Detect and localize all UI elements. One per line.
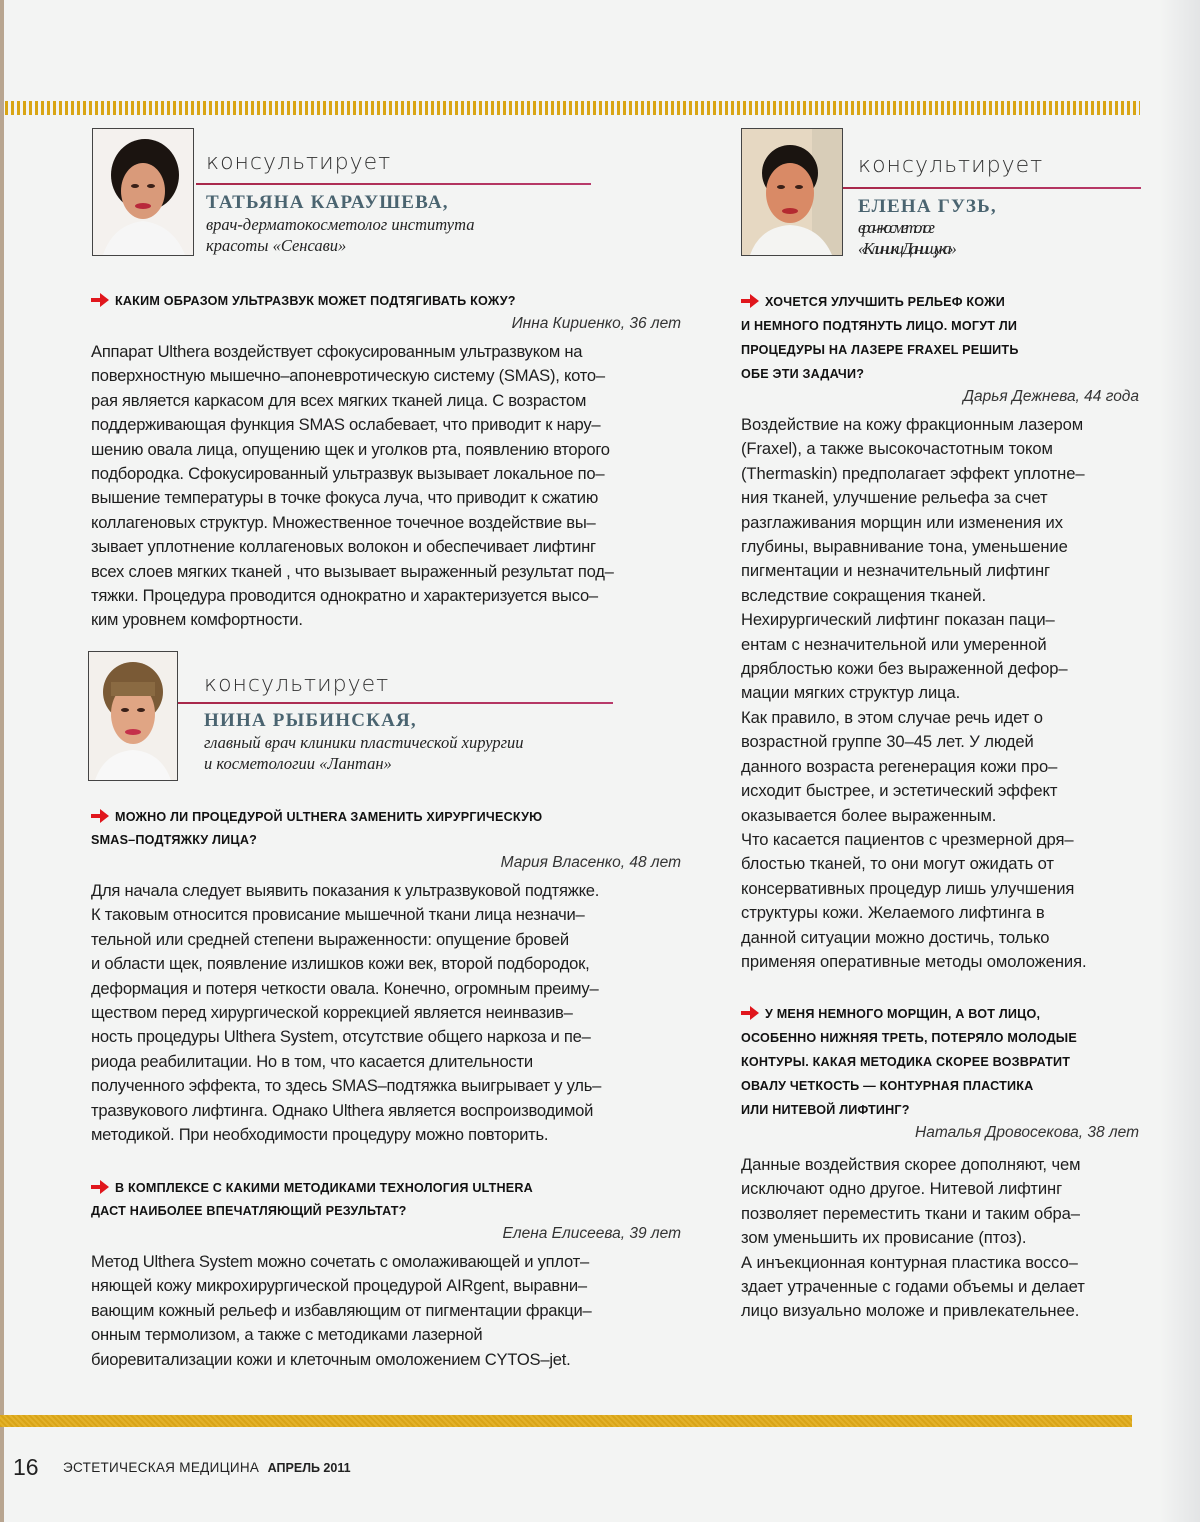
answer-line: исходит быстрее, и эстетический эффект bbox=[741, 781, 1058, 801]
consultant-role bbox=[858, 217, 954, 259]
question-text: ХОЧЕТСЯ УЛУЧШИТЬ РЕЛЬЕФ КОЖИ bbox=[765, 295, 1005, 309]
answer-line: разглаживания морщин или изменения их bbox=[741, 512, 1063, 532]
question-line: ОВАЛУ ЧЕТКОСТЬ — КОНТУРНАЯ ПЛАСТИКА bbox=[741, 1079, 1034, 1093]
answer-text bbox=[91, 1250, 681, 1372]
red-arrow-icon bbox=[91, 809, 109, 823]
asker-name: Наталья Дровосекова, 38 лет bbox=[915, 1124, 1139, 1141]
question-line: И НЕМНОГО ПОДТЯНУТЬ ЛИЦО. МОГУТ ЛИ bbox=[741, 319, 1018, 333]
asker-name: Инна Кириенко, 36 лет bbox=[511, 315, 681, 332]
answer-line: коллагеновых структур. Множественное точечное воздействие вы– bbox=[91, 512, 596, 532]
answer-line: поддерживающая функция SMAS ослабевает, что приводит к нару– bbox=[91, 415, 601, 435]
answer-line: Воздействие на кожу фракционным лазером bbox=[741, 415, 1084, 434]
question bbox=[741, 290, 1139, 386]
answer-line: методикой. При необходимости процедуру можно повторить. bbox=[91, 1125, 549, 1145]
answer-line: блостью тканей, то они могут ожидать от bbox=[741, 854, 1054, 874]
question-line: ОСОБЕННО НИЖНЯЯ ТРЕТЬ, ПОТЕРЯЛО МОЛОДЫЕ bbox=[741, 1031, 1077, 1045]
answer-line: Как правило, в этом случае речь идет о bbox=[741, 707, 1043, 727]
answer-line: исключают одно другое. Нитевой лифтинг bbox=[741, 1179, 1063, 1199]
divider-line bbox=[178, 702, 613, 704]
red-arrow-icon bbox=[741, 294, 759, 308]
asker-name: Елена Елисеева, 39 лет bbox=[502, 1225, 681, 1242]
answer-line: Что касается пациентов с чрезмерной дря– bbox=[741, 829, 1074, 849]
answer-line: вследствие сокращения тканей. bbox=[741, 585, 986, 605]
answer-line: Аппарат Ulthera воздействует сфокусированным ультразвуком на bbox=[91, 342, 583, 361]
role-line: и косметологии «Лантан» bbox=[204, 754, 392, 773]
role-line: «Клиники Данищука» bbox=[858, 239, 954, 258]
answer-line: деформация и потеря четкости овала. Конечно, огромным преиму– bbox=[91, 978, 599, 998]
answer-line: тяжки. Процедура проводится однократно и характеризуется высо– bbox=[91, 586, 598, 606]
answer-line: Данные воздействия скорее дополняют, чем bbox=[741, 1155, 1081, 1174]
answer-line: зывает уплотнение коллагеновых волокон и обеспечивает лифтинг bbox=[91, 537, 596, 557]
consults-label: консультирует bbox=[204, 672, 390, 697]
answer-text bbox=[91, 879, 681, 1147]
answer-line: шению овала лица, опущению щек и уголков рта, появлению второго bbox=[91, 439, 610, 459]
answer-line: биоревитализации кожи и клеточным омоложением CYTOS–jet. bbox=[91, 1349, 571, 1369]
answer-line: пигментации и незначительный лифтинг bbox=[741, 561, 1050, 581]
question bbox=[741, 1002, 1139, 1122]
question-line bbox=[91, 806, 542, 829]
answer-line: А инъекционная контурная пластика воссо– bbox=[741, 1252, 1078, 1272]
answer-line: рая является каркасом для всех мягких тканей лица. С возрастом bbox=[91, 390, 587, 410]
question-text: МОЖНО ЛИ ПРОЦЕДУРОЙ ULTHERA ЗАМЕНИТЬ ХИРУРГИЧЕСКУЮ bbox=[115, 810, 543, 824]
answer-line: позволяет переместить ткани и таким обра– bbox=[741, 1203, 1080, 1223]
red-arrow-icon bbox=[91, 293, 109, 307]
answer-line: Для начала следует выявить показания к ультразвуковой подтяжке. bbox=[91, 881, 600, 900]
answer-line: данного возраста регенерация кожи про– bbox=[741, 756, 1058, 776]
asker-name: Дарья Дежнева, 44 года bbox=[963, 388, 1139, 405]
answer-line: ким уровнем комфортности. bbox=[91, 610, 303, 630]
qa-block-4 bbox=[741, 290, 1139, 974]
qa-block-3 bbox=[91, 1177, 681, 1372]
question bbox=[91, 290, 681, 313]
answer-line: ентам с незначительной или умеренной bbox=[741, 634, 1047, 654]
answer-line: ность процедуры Ulthera System, отсутствие общего наркоза и пе– bbox=[91, 1027, 591, 1047]
consultant-photo bbox=[92, 128, 194, 256]
question-line bbox=[91, 1177, 533, 1200]
question-line bbox=[741, 1002, 1040, 1026]
answer-text bbox=[741, 413, 1139, 974]
answer-text bbox=[91, 340, 681, 633]
consultant-role bbox=[206, 214, 474, 256]
top-decorative-stripe bbox=[5, 101, 1140, 115]
answer-line: (Fraxel), а также высокочастотным током bbox=[741, 439, 1053, 459]
page-edge bbox=[0, 0, 4, 1522]
answer-line: Метод Ulthera System можно сочетать с омолаживающей и уплот– bbox=[91, 1252, 589, 1271]
scan-shadow bbox=[1160, 0, 1200, 1522]
answer-line: зом уменьшить их провисание (птоз). bbox=[741, 1228, 1027, 1248]
page-number: 16 bbox=[13, 1454, 39, 1480]
question-line bbox=[91, 290, 516, 313]
answer-line: мации мягких структур лица. bbox=[741, 683, 961, 703]
question-line bbox=[741, 290, 1005, 314]
answer-line: дряблостью кожи без выраженной дефор– bbox=[741, 659, 1068, 679]
question-line: ДАСТ НАИБОЛЕЕ ВПЕЧАТЛЯЮЩИЙ РЕЗУЛЬТАТ? bbox=[91, 1204, 407, 1218]
question-text: У МЕНЯ НЕМНОГО МОРЩИН, А ВОТ ЛИЦО, bbox=[765, 1007, 1041, 1021]
answer-line: ния тканей, улучшение рельефа за счет bbox=[741, 488, 1048, 508]
answer-line: полученного эффекта, то здесь SMAS–подтяжка выигрывает у уль– bbox=[91, 1076, 602, 1096]
divider-line bbox=[196, 183, 591, 185]
answer-text bbox=[741, 1153, 1139, 1324]
answer-line: ществом перед хирургической коррекцией является неинвазив– bbox=[91, 1003, 573, 1023]
answer-line: Нехирургический лифтинг показан паци– bbox=[741, 610, 1055, 630]
magazine-title: ЭСТЕТИЧЕСКАЯ МЕДИЦИНА bbox=[63, 1460, 260, 1475]
answer-line: возрастной группе 30–45 лет. У людей bbox=[741, 732, 1034, 752]
answer-line: (Thermaskin) предполагает эффект уплотне– bbox=[741, 463, 1085, 483]
red-arrow-icon bbox=[91, 1180, 109, 1194]
consults-label: консультирует bbox=[206, 150, 392, 175]
question-line: КОНТУРЫ. КАКАЯ МЕТОДИКА СКОРЕЕ ВОЗВРАТИТ bbox=[741, 1055, 1071, 1069]
consultant-name: ЕЛЕНА ГУЗЬ, bbox=[858, 196, 997, 217]
answer-line: онным термолизом, а также с методиками лазерной bbox=[91, 1325, 483, 1345]
question-line: ИЛИ НИТЕВОЙ ЛИФТИНГ? bbox=[741, 1103, 910, 1117]
role-line: красоты «Сенсави» bbox=[206, 236, 347, 255]
consults-label: консультирует bbox=[858, 153, 1044, 178]
qa-block-5 bbox=[741, 1002, 1139, 1324]
role-line: врач-дерматокосметолог института bbox=[206, 215, 475, 234]
answer-line: няющей кожу микрохирургической процедурой AIRgent, выравни– bbox=[91, 1276, 587, 1296]
question-line: ОБЕ ЭТИ ЗАДАЧИ? bbox=[741, 367, 865, 381]
answer-line: вышение температуры в точке фокуса луча, что приводит к сжатию bbox=[91, 488, 599, 508]
answer-line: консервативных процедур лишь улучшения bbox=[741, 878, 1075, 898]
divider-line bbox=[843, 187, 1141, 189]
answer-line: применяя оперативные методы омоложения. bbox=[741, 951, 1087, 971]
answer-line: здает утраченные с годами объемы и делает bbox=[741, 1277, 1085, 1297]
question bbox=[91, 1177, 681, 1223]
answer-line: тразвукового лифтинга. Однако Ulthera является воспроизводимой bbox=[91, 1100, 594, 1120]
issue-date: АПРЕЛЬ 2011 bbox=[267, 1460, 351, 1475]
answer-line: оказывается более выраженным. bbox=[741, 805, 997, 825]
consultant-name: НИНА РЫБИНСКАЯ, bbox=[204, 710, 417, 731]
answer-line: риода реабилитации. Но в том, что касается длительности bbox=[91, 1051, 533, 1071]
answer-line: К таковым относится провисание мышечной ткани лица незначи– bbox=[91, 905, 585, 925]
qa-block-2 bbox=[91, 806, 681, 1147]
bottom-decorative-bar bbox=[0, 1415, 1132, 1427]
consultant-photo bbox=[88, 651, 178, 781]
consultant-role bbox=[204, 732, 524, 774]
asker-name: Мария Власенко, 48 лет bbox=[500, 854, 681, 871]
answer-line: структуры кожи. Желаемого лифтинга в bbox=[741, 903, 1045, 923]
question-line: ПРОЦЕДУРЫ НА ЛАЗЕРЕ FRAXEL РЕШИТЬ bbox=[741, 343, 1019, 357]
page-footer bbox=[13, 1454, 351, 1481]
answer-line: глубины, выравнивание тона, уменьшение bbox=[741, 537, 1068, 557]
qa-block-1 bbox=[91, 290, 681, 633]
question-text: В КОМПЛЕКСЕ С КАКИМИ МЕТОДИКАМИ ТЕХНОЛОГИЯ ULTHERA bbox=[115, 1181, 533, 1195]
answer-line: вающим кожный рельеф и избавляющим от пигментации фракци– bbox=[91, 1300, 592, 1320]
answer-line: и области щек, появление излишков кожи век, второй подбородок, bbox=[91, 954, 590, 974]
answer-line: тельной или средней степени выраженности: опущение бровей bbox=[91, 929, 569, 949]
answer-line: всех слоев мягких тканей , что вызывает выраженный результат под– bbox=[91, 561, 614, 581]
answer-line: поверхностную мышечно–апоневротическую систему (SMAS), кото– bbox=[91, 366, 605, 386]
role-line: главный врач клиники пластической хирургии bbox=[204, 733, 524, 752]
consultant-photo bbox=[741, 128, 843, 256]
consultant-name: ТАТЬЯНА КАРАУШЕВА, bbox=[206, 192, 449, 213]
red-arrow-icon bbox=[741, 1006, 759, 1020]
answer-line: подбородка. Сфокусированный ультразвук вызывает локальное по– bbox=[91, 464, 605, 484]
question bbox=[91, 806, 681, 852]
question-text: КАКИМ ОБРАЗОМ УЛЬТРАЗВУК МОЖЕТ ПОДТЯГИВАТЬ КОЖУ? bbox=[115, 294, 516, 308]
role-line: врач-косметолог bbox=[858, 218, 932, 237]
answer-line: лицо визуально моложе и привлекательнее. bbox=[741, 1301, 1080, 1321]
question-line: SMAS–ПОДТЯЖКУ ЛИЦА? bbox=[91, 833, 258, 847]
answer-line: данной ситуации можно достичь, только bbox=[741, 927, 1050, 947]
